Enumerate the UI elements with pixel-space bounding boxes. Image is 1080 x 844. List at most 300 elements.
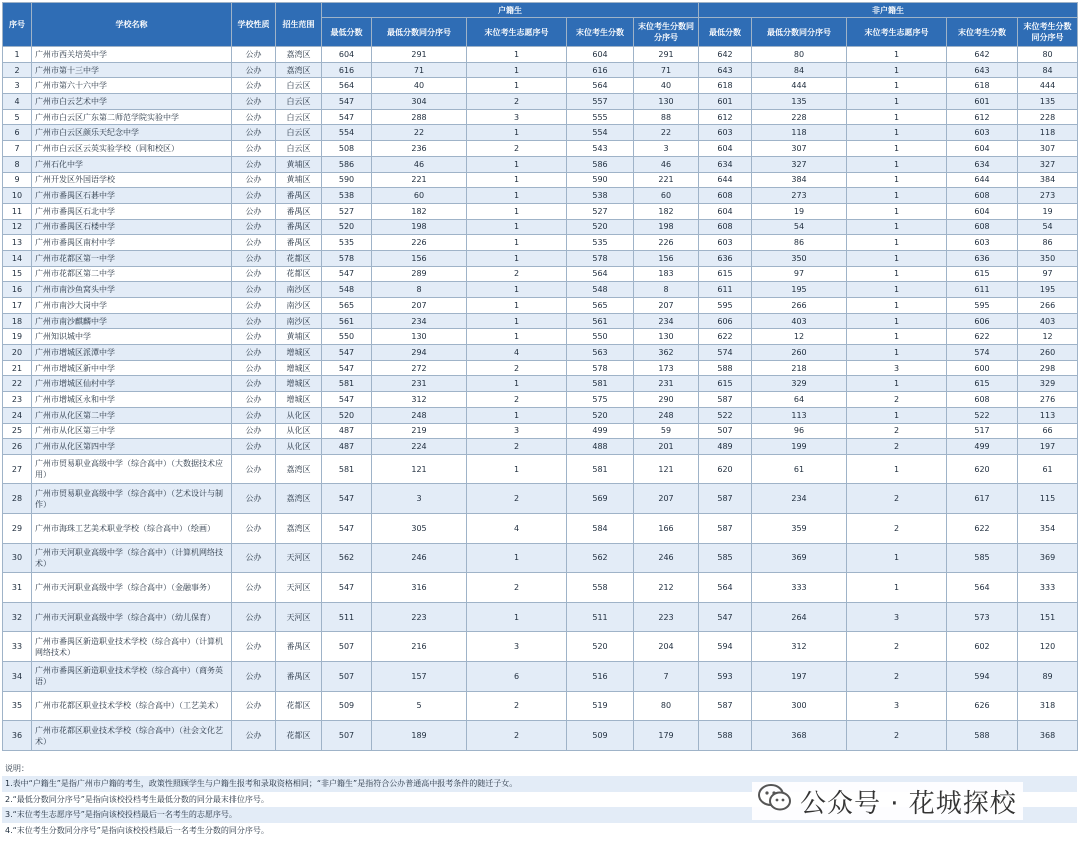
cell-huji-last-score: 509 — [567, 721, 634, 751]
cell-seq: 9 — [3, 172, 32, 188]
cell-nonhuji-last-score: 602 — [947, 632, 1018, 662]
cell-nonhuji-last-pref: 2 — [847, 514, 947, 544]
header-seq: 序号 — [3, 3, 32, 47]
cell-district: 增城区 — [276, 376, 322, 392]
cell-huji-last-rank: 130 — [634, 329, 699, 345]
cell-nature: 公办 — [232, 62, 276, 78]
cell-nonhuji-last-rank: 61 — [1018, 454, 1078, 484]
cell-huji-min-score: 590 — [322, 172, 372, 188]
cell-huji-last-score: 554 — [567, 125, 634, 141]
header-huji-last-pref: 末位考生志愿序号 — [467, 18, 567, 47]
cell-seq: 3 — [3, 78, 32, 94]
cell-district: 番禺区 — [276, 203, 322, 219]
cell-school: 广州市南沙麒麟中学 — [32, 313, 232, 329]
cell-huji-last-pref: 3 — [467, 632, 567, 662]
cell-nonhuji-min-rank: 197 — [752, 662, 847, 692]
cell-nature: 公办 — [232, 313, 276, 329]
cell-seq: 27 — [3, 454, 32, 484]
cell-nonhuji-last-score: 600 — [947, 360, 1018, 376]
cell-district: 荔湾区 — [276, 62, 322, 78]
cell-huji-last-pref: 1 — [467, 125, 567, 141]
cell-huji-last-rank: 121 — [634, 454, 699, 484]
cell-school: 广州市海珠工艺美术职业学校（综合高中）（绘画） — [32, 514, 232, 544]
cell-huji-min-score: 604 — [322, 47, 372, 63]
cell-huji-last-pref: 2 — [467, 360, 567, 376]
cell-huji-last-score: 499 — [567, 423, 634, 439]
cell-seq: 35 — [3, 691, 32, 721]
cell-huji-last-pref: 1 — [467, 62, 567, 78]
cell-huji-last-rank: 130 — [634, 94, 699, 110]
cell-seq: 10 — [3, 188, 32, 204]
cell-huji-last-score: 584 — [567, 514, 634, 544]
cell-nature: 公办 — [232, 662, 276, 692]
table-row — [3, 439, 1078, 455]
cell-district: 从化区 — [276, 439, 322, 455]
watermark-text: 公众号 · 花城探校 — [800, 788, 1017, 819]
table-row — [3, 345, 1078, 361]
cell-nonhuji-last-score: 620 — [947, 454, 1018, 484]
cell-seq: 24 — [3, 407, 32, 423]
cell-school: 广州市花都区第一中学 — [32, 250, 232, 266]
cell-huji-min-score: 547 — [322, 109, 372, 125]
cell-nonhuji-last-score: 642 — [947, 47, 1018, 63]
cell-huji-min-rank: 71 — [372, 62, 467, 78]
cell-nonhuji-last-rank: 19 — [1018, 203, 1078, 219]
wechat-icon — [758, 783, 800, 820]
cell-nonhuji-last-pref: 1 — [847, 266, 947, 282]
header-nonhuji-min-rank: 最低分数同分序号 — [752, 18, 847, 47]
cell-school: 广州市白云艺术中学 — [32, 94, 232, 110]
cell-nonhuji-min-score: 507 — [699, 423, 752, 439]
cell-nonhuji-last-pref: 1 — [847, 125, 947, 141]
cell-nonhuji-min-score: 489 — [699, 439, 752, 455]
header-nonhuji-last-pref: 末位考生志愿序号 — [847, 18, 947, 47]
watermark — [752, 782, 1023, 820]
cell-nature: 公办 — [232, 602, 276, 632]
cell-huji-last-pref: 3 — [467, 109, 567, 125]
cell-huji-min-rank: 22 — [372, 125, 467, 141]
cell-school: 广州市增城区新中中学 — [32, 360, 232, 376]
cell-nonhuji-min-rank: 264 — [752, 602, 847, 632]
table-row — [3, 329, 1078, 345]
cell-nonhuji-min-rank: 97 — [752, 266, 847, 282]
cell-nonhuji-min-score: 612 — [699, 109, 752, 125]
header-huji-last-score: 末位考生分数 — [567, 18, 634, 47]
cell-school: 广州市花都区职业技术学校（综合高中）（工艺美术） — [32, 691, 232, 721]
cell-huji-min-score: 547 — [322, 94, 372, 110]
table-row — [3, 298, 1078, 314]
cell-district: 花都区 — [276, 721, 322, 751]
cell-huji-min-rank: 305 — [372, 514, 467, 544]
cell-nonhuji-min-score: 608 — [699, 219, 752, 235]
cell-district: 白云区 — [276, 141, 322, 157]
header-huji-last-rank: 末位考生分数同分序号 — [634, 18, 699, 47]
cell-huji-last-rank: 183 — [634, 266, 699, 282]
cell-district: 花都区 — [276, 250, 322, 266]
cell-nonhuji-last-rank: 384 — [1018, 172, 1078, 188]
cell-nonhuji-min-score: 547 — [699, 602, 752, 632]
cell-school: 广州市第十三中学 — [32, 62, 232, 78]
cell-nonhuji-last-pref: 3 — [847, 691, 947, 721]
table-row — [3, 47, 1078, 63]
cell-huji-last-score: 516 — [567, 662, 634, 692]
cell-huji-last-rank: 8 — [634, 282, 699, 298]
header-district: 招生范围 — [276, 3, 322, 47]
cell-nonhuji-last-score: 573 — [947, 602, 1018, 632]
cell-seq: 1 — [3, 47, 32, 63]
cell-huji-last-pref: 1 — [467, 313, 567, 329]
cell-huji-min-rank: 221 — [372, 172, 467, 188]
cell-huji-min-rank: 223 — [372, 602, 467, 632]
cell-huji-last-score: 575 — [567, 392, 634, 408]
cell-school: 广州市南沙大岗中学 — [32, 298, 232, 314]
cell-nonhuji-min-rank: 444 — [752, 78, 847, 94]
cell-nonhuji-last-rank: 318 — [1018, 691, 1078, 721]
cell-huji-last-score: 538 — [567, 188, 634, 204]
cell-nonhuji-last-pref: 1 — [847, 62, 947, 78]
cell-nonhuji-last-pref: 1 — [847, 454, 947, 484]
cell-seq: 26 — [3, 439, 32, 455]
cell-nonhuji-last-score: 604 — [947, 141, 1018, 157]
cell-nonhuji-min-rank: 199 — [752, 439, 847, 455]
cell-district: 黄埔区 — [276, 156, 322, 172]
cell-nature: 公办 — [232, 156, 276, 172]
cell-seq: 25 — [3, 423, 32, 439]
cell-district: 天河区 — [276, 573, 322, 603]
note-item: 3.“末位考生志愿序号”是指向该校投档最后一名考生的志愿序号。 — [2, 807, 1077, 822]
cell-huji-last-pref: 2 — [467, 721, 567, 751]
cell-seq: 34 — [3, 662, 32, 692]
cell-huji-min-rank: 182 — [372, 203, 467, 219]
cell-district: 增城区 — [276, 360, 322, 376]
table-row — [3, 188, 1078, 204]
cell-nonhuji-last-score: 634 — [947, 156, 1018, 172]
cell-nonhuji-min-rank: 135 — [752, 94, 847, 110]
cell-seq: 33 — [3, 632, 32, 662]
table-row — [3, 62, 1078, 78]
table-row — [3, 632, 1078, 662]
cell-huji-min-rank: 316 — [372, 573, 467, 603]
cell-nonhuji-min-rank: 195 — [752, 282, 847, 298]
cell-nature: 公办 — [232, 376, 276, 392]
cell-huji-min-score: 547 — [322, 392, 372, 408]
cell-nonhuji-last-pref: 1 — [847, 407, 947, 423]
cell-huji-min-score: 547 — [322, 360, 372, 376]
cell-huji-min-rank: 226 — [372, 235, 467, 251]
cell-huji-last-rank: 362 — [634, 345, 699, 361]
cell-huji-last-score: 586 — [567, 156, 634, 172]
cell-nature: 公办 — [232, 423, 276, 439]
cell-huji-last-pref: 2 — [467, 392, 567, 408]
cell-huji-last-rank: 156 — [634, 250, 699, 266]
cell-nature: 公办 — [232, 172, 276, 188]
cell-huji-last-score: 565 — [567, 298, 634, 314]
cell-nature: 公办 — [232, 78, 276, 94]
cell-nonhuji-min-score: 587 — [699, 691, 752, 721]
cell-huji-min-score: 487 — [322, 439, 372, 455]
cell-huji-last-rank: 166 — [634, 514, 699, 544]
cell-nonhuji-last-score: 622 — [947, 329, 1018, 345]
cell-huji-last-rank: 71 — [634, 62, 699, 78]
cell-huji-last-rank: 291 — [634, 47, 699, 63]
cell-nonhuji-last-pref: 2 — [847, 632, 947, 662]
cell-nonhuji-min-rank: 327 — [752, 156, 847, 172]
cell-district: 番禺区 — [276, 632, 322, 662]
cell-huji-min-rank: 60 — [372, 188, 467, 204]
cell-school: 广州市番禺区新造职业技术学校（综合高中）（商务英语） — [32, 662, 232, 692]
cell-huji-last-rank: 179 — [634, 721, 699, 751]
cell-nonhuji-min-rank: 118 — [752, 125, 847, 141]
cell-nonhuji-last-rank: 86 — [1018, 235, 1078, 251]
cell-nonhuji-min-rank: 307 — [752, 141, 847, 157]
cell-nonhuji-last-rank: 120 — [1018, 632, 1078, 662]
cell-nonhuji-min-score: 601 — [699, 94, 752, 110]
cell-huji-min-rank: 130 — [372, 329, 467, 345]
cell-nonhuji-min-rank: 64 — [752, 392, 847, 408]
cell-nonhuji-last-score: 499 — [947, 439, 1018, 455]
cell-nonhuji-last-pref: 1 — [847, 282, 947, 298]
table-row — [3, 454, 1078, 484]
cell-nonhuji-last-rank: 151 — [1018, 602, 1078, 632]
cell-nature: 公办 — [232, 514, 276, 544]
cell-huji-min-score: 507 — [322, 721, 372, 751]
cell-nature: 公办 — [232, 543, 276, 573]
cell-nonhuji-last-score: 564 — [947, 573, 1018, 603]
cell-seq: 2 — [3, 62, 32, 78]
cell-nonhuji-min-rank: 228 — [752, 109, 847, 125]
cell-seq: 32 — [3, 602, 32, 632]
cell-nonhuji-min-rank: 273 — [752, 188, 847, 204]
table-row — [3, 78, 1078, 94]
cell-nature: 公办 — [232, 345, 276, 361]
cell-huji-last-score: 527 — [567, 203, 634, 219]
cell-huji-last-score: 569 — [567, 484, 634, 514]
cell-nonhuji-min-rank: 113 — [752, 407, 847, 423]
cell-district: 番禺区 — [276, 219, 322, 235]
cell-nature: 公办 — [232, 484, 276, 514]
cell-huji-last-rank: 204 — [634, 632, 699, 662]
cell-nature: 公办 — [232, 250, 276, 266]
cell-huji-last-score: 557 — [567, 94, 634, 110]
cell-huji-last-pref: 1 — [467, 454, 567, 484]
cell-nonhuji-last-rank: 444 — [1018, 78, 1078, 94]
cell-huji-last-pref: 2 — [467, 573, 567, 603]
cell-huji-last-pref: 4 — [467, 514, 567, 544]
cell-nonhuji-min-score: 643 — [699, 62, 752, 78]
table-row — [3, 156, 1078, 172]
table-row — [3, 484, 1078, 514]
cell-huji-min-rank: 216 — [372, 632, 467, 662]
cell-nonhuji-last-score: 636 — [947, 250, 1018, 266]
cell-nonhuji-last-rank: 273 — [1018, 188, 1078, 204]
cell-district: 增城区 — [276, 345, 322, 361]
table-row — [3, 691, 1078, 721]
cell-nonhuji-last-rank: 89 — [1018, 662, 1078, 692]
cell-nature: 公办 — [232, 203, 276, 219]
cell-huji-last-score: 604 — [567, 47, 634, 63]
cell-huji-min-score: 547 — [322, 345, 372, 361]
cell-seq: 7 — [3, 141, 32, 157]
cell-nonhuji-last-rank: 195 — [1018, 282, 1078, 298]
table-header — [3, 3, 1078, 47]
cell-nature: 公办 — [232, 439, 276, 455]
cell-school: 广州市贸易职业高级中学（综合高中）（艺术设计与制作） — [32, 484, 232, 514]
cell-school: 广州市白云区颜乐天纪念中学 — [32, 125, 232, 141]
admission-table — [2, 2, 1078, 751]
cell-nature: 公办 — [232, 691, 276, 721]
cell-huji-last-rank: 212 — [634, 573, 699, 603]
table-row — [3, 94, 1078, 110]
cell-huji-min-score: 547 — [322, 514, 372, 544]
table-row — [3, 392, 1078, 408]
cell-nonhuji-last-score: 643 — [947, 62, 1018, 78]
admission-table-container — [2, 2, 1077, 751]
cell-huji-min-rank: 121 — [372, 454, 467, 484]
cell-nonhuji-last-rank: 228 — [1018, 109, 1078, 125]
cell-huji-min-score: 561 — [322, 313, 372, 329]
cell-nonhuji-min-rank: 359 — [752, 514, 847, 544]
cell-huji-min-rank: 189 — [372, 721, 467, 751]
cell-huji-last-score: 550 — [567, 329, 634, 345]
cell-nature: 公办 — [232, 266, 276, 282]
cell-nonhuji-last-rank: 333 — [1018, 573, 1078, 603]
cell-huji-last-rank: 198 — [634, 219, 699, 235]
table-row — [3, 109, 1078, 125]
cell-school: 广州市花都区第二中学 — [32, 266, 232, 282]
cell-huji-min-rank: 224 — [372, 439, 467, 455]
cell-huji-min-score: 578 — [322, 250, 372, 266]
cell-nonhuji-min-score: 606 — [699, 313, 752, 329]
cell-huji-last-score: 564 — [567, 266, 634, 282]
cell-nature: 公办 — [232, 47, 276, 63]
cell-nonhuji-min-score: 603 — [699, 235, 752, 251]
cell-nonhuji-last-pref: 2 — [847, 721, 947, 751]
cell-nonhuji-last-pref: 2 — [847, 484, 947, 514]
cell-school: 广州市增城区仙村中学 — [32, 376, 232, 392]
cell-huji-min-score: 547 — [322, 573, 372, 603]
cell-school: 广州市番禺区新造职业技术学校（综合高中）（计算机网络技术） — [32, 632, 232, 662]
cell-huji-min-score: 535 — [322, 235, 372, 251]
cell-nature: 公办 — [232, 454, 276, 484]
cell-huji-last-rank: 234 — [634, 313, 699, 329]
cell-huji-min-rank: 40 — [372, 78, 467, 94]
cell-district: 番禺区 — [276, 662, 322, 692]
cell-nature: 公办 — [232, 235, 276, 251]
cell-nonhuji-last-rank: 66 — [1018, 423, 1078, 439]
cell-nonhuji-last-rank: 327 — [1018, 156, 1078, 172]
cell-nature: 公办 — [232, 360, 276, 376]
cell-district: 天河区 — [276, 602, 322, 632]
cell-nonhuji-min-score: 615 — [699, 376, 752, 392]
cell-huji-min-rank: 156 — [372, 250, 467, 266]
table-row — [3, 235, 1078, 251]
cell-nature: 公办 — [232, 282, 276, 298]
table-row — [3, 543, 1078, 573]
cell-nonhuji-last-pref: 2 — [847, 423, 947, 439]
cell-seq: 17 — [3, 298, 32, 314]
cell-nonhuji-last-rank: 54 — [1018, 219, 1078, 235]
cell-nonhuji-min-score: 588 — [699, 360, 752, 376]
cell-huji-min-rank: 46 — [372, 156, 467, 172]
cell-nonhuji-last-pref: 1 — [847, 345, 947, 361]
header-nonhuji-last-score: 末位考生分数 — [947, 18, 1018, 47]
cell-huji-min-rank: 198 — [372, 219, 467, 235]
cell-huji-last-rank: 248 — [634, 407, 699, 423]
cell-seq: 30 — [3, 543, 32, 573]
cell-huji-min-rank: 5 — [372, 691, 467, 721]
cell-huji-min-rank: 234 — [372, 313, 467, 329]
cell-nonhuji-last-pref: 1 — [847, 219, 947, 235]
cell-huji-min-score: 550 — [322, 329, 372, 345]
cell-huji-last-score: 543 — [567, 141, 634, 157]
cell-nonhuji-min-score: 595 — [699, 298, 752, 314]
cell-school: 广州市天河职业高级中学（综合高中）（计算机网络技术） — [32, 543, 232, 573]
cell-nonhuji-last-score: 517 — [947, 423, 1018, 439]
cell-huji-min-rank: 291 — [372, 47, 467, 63]
cell-huji-last-pref: 1 — [467, 298, 567, 314]
cell-nonhuji-last-score: 608 — [947, 392, 1018, 408]
table-row — [3, 514, 1078, 544]
table-row — [3, 172, 1078, 188]
cell-huji-min-score: 554 — [322, 125, 372, 141]
cell-huji-last-rank: 246 — [634, 543, 699, 573]
cell-huji-last-score: 488 — [567, 439, 634, 455]
cell-school: 广州市番禺区石北中学 — [32, 203, 232, 219]
table-row — [3, 219, 1078, 235]
cell-huji-last-pref: 1 — [467, 203, 567, 219]
cell-district: 黄埔区 — [276, 329, 322, 345]
cell-nonhuji-min-score: 608 — [699, 188, 752, 204]
cell-huji-min-score: 538 — [322, 188, 372, 204]
cell-nonhuji-last-rank: 350 — [1018, 250, 1078, 266]
cell-district: 白云区 — [276, 125, 322, 141]
cell-huji-min-score: 586 — [322, 156, 372, 172]
cell-huji-min-score: 507 — [322, 632, 372, 662]
cell-huji-last-pref: 2 — [467, 439, 567, 455]
cell-school: 广州开发区外国语学校 — [32, 172, 232, 188]
cell-nonhuji-last-rank: 403 — [1018, 313, 1078, 329]
cell-nonhuji-last-rank: 197 — [1018, 439, 1078, 455]
cell-huji-last-score: 563 — [567, 345, 634, 361]
cell-district: 番禺区 — [276, 188, 322, 204]
cell-huji-min-score: 507 — [322, 662, 372, 692]
cell-huji-last-pref: 2 — [467, 94, 567, 110]
cell-nonhuji-last-pref: 1 — [847, 156, 947, 172]
cell-school: 广州市南沙鱼窝头中学 — [32, 282, 232, 298]
cell-huji-last-score: 520 — [567, 632, 634, 662]
cell-seq: 20 — [3, 345, 32, 361]
cell-huji-last-rank: 22 — [634, 125, 699, 141]
cell-nonhuji-last-score: 608 — [947, 188, 1018, 204]
cell-huji-last-score: 581 — [567, 376, 634, 392]
cell-huji-last-pref: 1 — [467, 156, 567, 172]
cell-district: 从化区 — [276, 423, 322, 439]
note-item: 4.“末位考生分数同分序号”是指向该校投档最后一名考生分数的同分序号。 — [5, 825, 269, 835]
cell-seq: 5 — [3, 109, 32, 125]
cell-nonhuji-min-rank: 218 — [752, 360, 847, 376]
cell-nature: 公办 — [232, 219, 276, 235]
cell-huji-last-pref: 1 — [467, 219, 567, 235]
cell-huji-last-score: 519 — [567, 691, 634, 721]
cell-nonhuji-min-rank: 369 — [752, 543, 847, 573]
cell-nonhuji-min-score: 522 — [699, 407, 752, 423]
cell-nonhuji-min-score: 588 — [699, 721, 752, 751]
table-row — [3, 602, 1078, 632]
cell-huji-last-rank: 173 — [634, 360, 699, 376]
cell-nonhuji-min-score: 636 — [699, 250, 752, 266]
header-huji-group: 户籍生 — [322, 3, 699, 18]
cell-nonhuji-last-score: 604 — [947, 203, 1018, 219]
